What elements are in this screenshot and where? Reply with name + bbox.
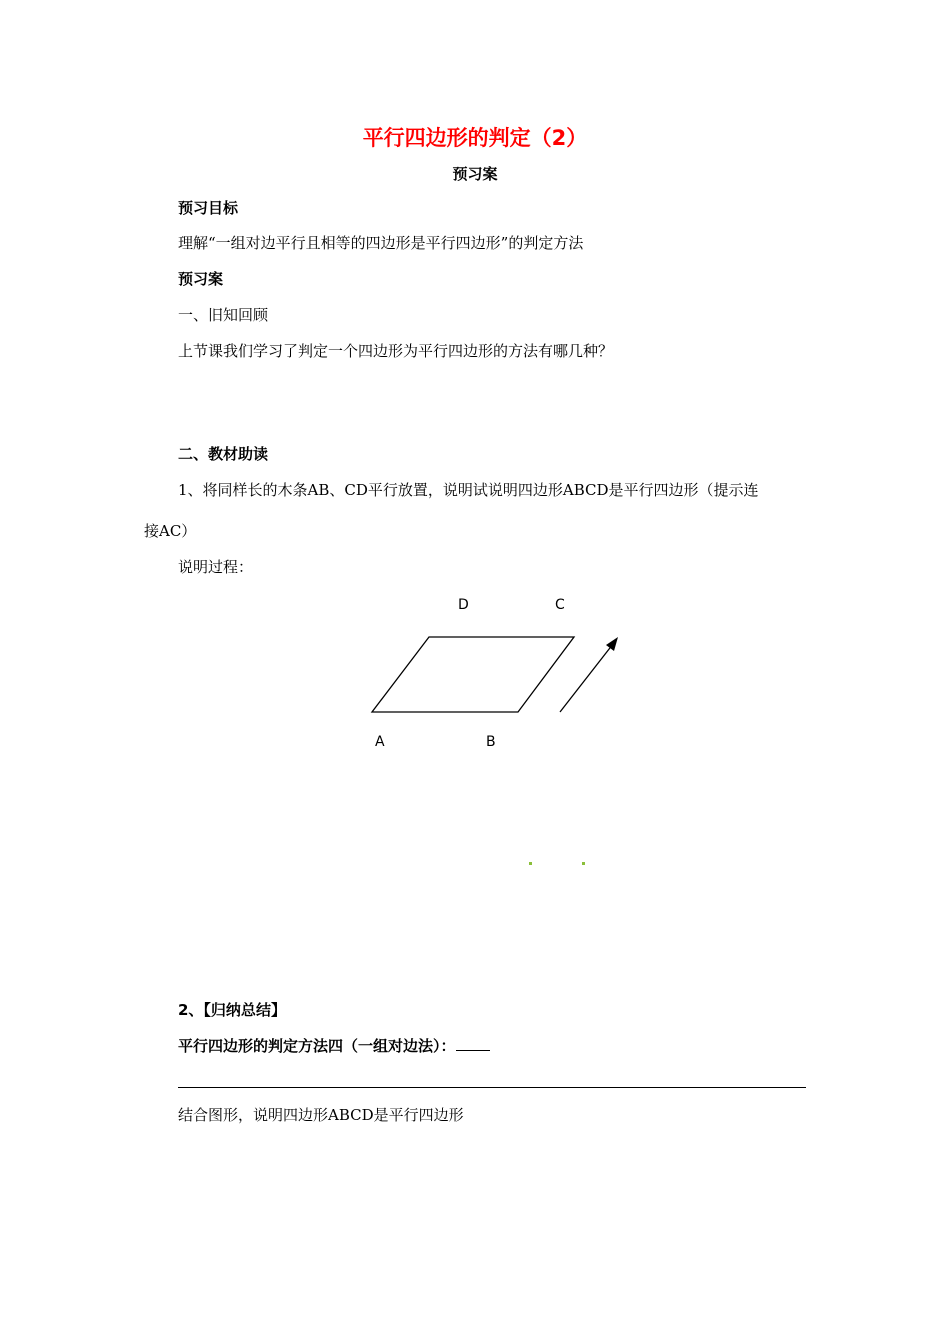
marker-dot [582,862,585,865]
vertex-label-c: C [555,597,565,613]
answer-line [178,1087,806,1088]
goal-heading: 预习目标 [178,199,239,217]
arrow-head-icon [606,637,618,651]
question-1-line-1: 1、将同样长的木条AB、CD平行放置，说明试说明四边形ABCD是平行四边形（提示连 [178,481,759,499]
review-question: 上节课我们学习了判定一个四边形为平行四边形的方法有哪几种？ [178,342,614,360]
document-title: 平行四边形的判定（2） [362,126,588,150]
parallelogram-abcd [372,637,574,712]
answer-blank [456,1036,490,1051]
direction-arrow-line [560,644,613,712]
question-1-line-2: 接AC） [144,522,197,540]
case-heading: 预习案 [178,270,224,288]
vertex-label-b: B [486,734,496,750]
review-heading: 一、旧知回顾 [178,306,269,324]
goal-text: 理解“一组对边平行且相等的四边形是平行四边形”的判定方法 [178,234,584,252]
document-subtitle: 预习案 [452,165,498,183]
summary-heading: 2、【归纳总结】 [178,1001,286,1019]
textbook-heading: 二、教材助读 [178,445,269,463]
vertex-label-a: A [375,734,385,750]
explanation-process-label: 说明过程： [178,558,254,576]
method-four-label: 平行四边形的判定方法四（一组对边法）： [178,1037,456,1055]
method-four-line [178,1035,490,1056]
marker-dot [529,862,532,865]
combine-figure-text: 结合图形，说明四边形ABCD是平行四边形 [178,1106,464,1124]
vertex-label-d: D [458,597,469,613]
